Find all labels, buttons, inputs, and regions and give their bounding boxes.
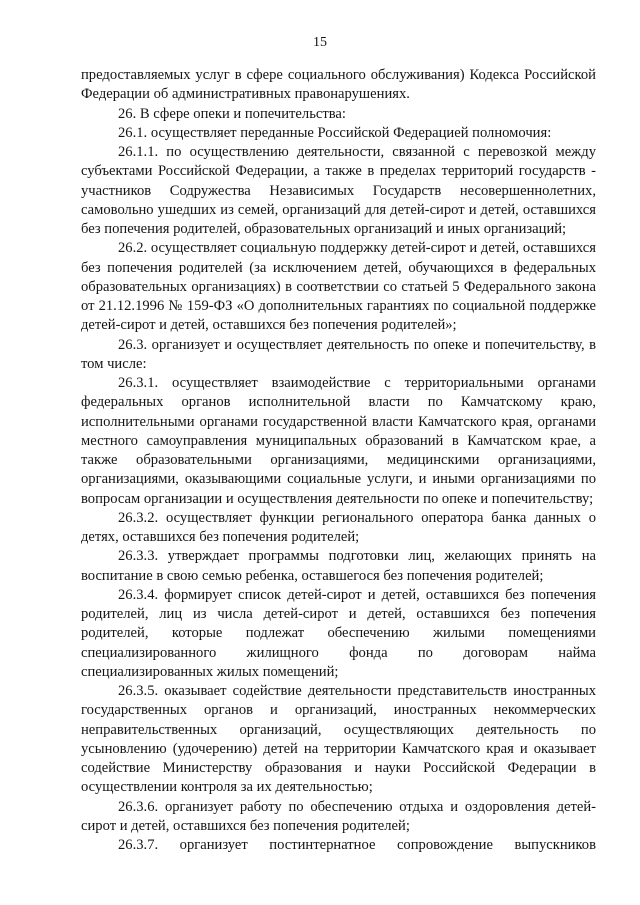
- document-body: [81, 66, 596, 855]
- paragraph-26: 26. В сфере опеки и попечительства:: [118, 105, 346, 122]
- paragraph-26-2: 26.2. осуществляет социальную поддержку детей-сирот и детей, оставшихся без попечения родителей (за исключением детей, обучающихся в федеральных образовательных организациях) в соответствии со статьей 5 Федерального закона от 21.12.1996 № 159-ФЗ «О дополнительных гарантиях по социальной поддержке детей-сирот и детей, оставшихся без попечения родителей»;: [81, 240, 596, 334]
- paragraph-26-1: 26.1. осуществляет переданные Российской Федерацией полномочия:: [118, 124, 552, 141]
- paragraph-26-3-4: 26.3.4. формирует список детей-сирот и детей, оставшихся без попечения родителей, лиц из числа детей-сирот и детей, оставшихся без попечения родителей, которые подлежат обеспечению жилыми помещениями специализированного жилищного фонда по договорам найма специализированных жилых помещений;: [81, 586, 596, 680]
- paragraph-26-3-5: 26.3.5. оказывает содействие деятельности представительств иностранных государственных органов и организаций, иностранных некоммерческих неправительственных организаций, осуществляющих деятельность по усыновлению (удочерению) детей на территории Камчатского края и оказывает содействие Министерству образования и науки Российской Федерации в осуществлении контроля за их деятельностью;: [81, 683, 596, 796]
- paragraph-26-3-1: 26.3.1. осуществляет взаимодействие с территориальными органами федеральных органов исполнительной власти по Камчатскому краю, исполнительными органами государственной власти Камчатского края, органами местного самоуправления муниципальных образований в Камчатском крае, а также образовательными организациями, медицинскими организациями, организациями, оказывающими социальные услуги, и иными организациями по вопросам организации и осуществления деятельности по опеке и попечительству;: [81, 375, 596, 507]
- paragraph-26-3: 26.3. организует и осуществляет деятельность по опеке и попечительству, в том числе:: [81, 336, 596, 372]
- paragraph-26-3-3: 26.3.3. утверждает программы подготовки лиц, желающих принять на воспитание в свою семью ребенка, оставшегося без попечения родителей;: [81, 548, 596, 584]
- page-number: 15: [313, 35, 327, 50]
- paragraph-26-1-1: 26.1.1. по осуществлению деятельности, связанной с перевозкой между субъектами Российской Федерации, а также в пределах территорий государств - участников Содружества Независимых Государств несовершеннолетних, самовольно ушедших из семей, организаций для детей-сирот и детей, оставшихся без попечения родителей, образовательных организаций и иных организаций;: [81, 144, 596, 237]
- paragraph-continuation: предоставляемых услуг в сфере социального обслуживания) Кодекса Российской Федерации об административных правонарушениях.: [81, 67, 596, 103]
- paragraph-26-3-2: 26.3.2. осуществляет функции регионального оператора банка данных о детях, оставшихся без попечения родителей;: [81, 509, 596, 545]
- paragraph-26-3-7: 26.3.7. организует постинтернатное сопровождение выпускников: [118, 837, 596, 853]
- paragraph-26-3-6: 26.3.6. организует работу по обеспечению отдыха и оздоровления детей-сирот и детей, оставшихся без попечения родителей;: [81, 798, 596, 834]
